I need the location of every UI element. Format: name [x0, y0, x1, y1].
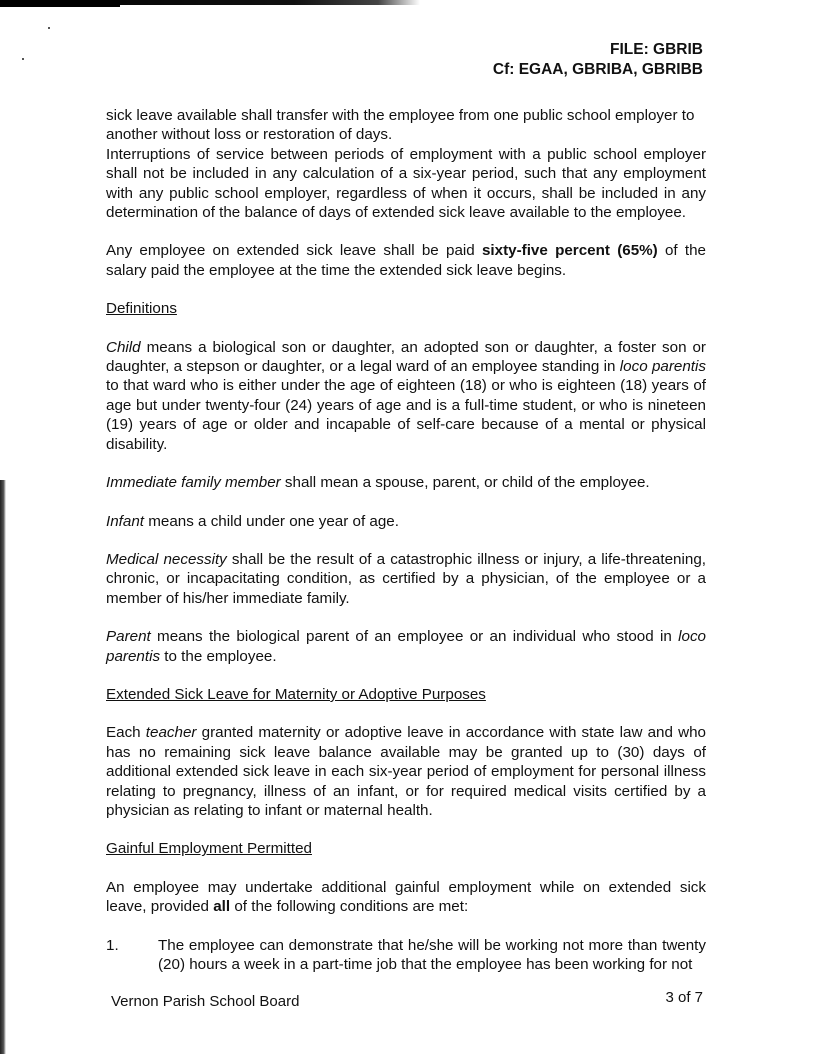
term: Medical necessity [106, 550, 227, 568]
definition-immediate-family: Immediate family member shall mean a spouse, parent, or child of the employee. [106, 474, 650, 492]
list-number: 1. [106, 936, 119, 954]
scan-speck [48, 27, 50, 29]
file-code: FILE: GBRIB [610, 41, 703, 58]
scan-edge-top-dark [0, 0, 120, 7]
section-heading-definitions: Definitions [106, 300, 177, 318]
footer-organization: Vernon Parish School Board [111, 993, 300, 1010]
cross-reference: Cf: EGAA, GBRIBA, GBRIBB [492, 61, 703, 78]
pay-percentage: sixty-five percent (65%) [481, 242, 658, 260]
definition-infant: Infant means a child under one year of age. [106, 512, 399, 530]
term: Child [106, 338, 141, 356]
section-heading-maternity: Extended Sick Leave for Maternity or Adoptive Purposes [106, 685, 486, 703]
document-body [106, 106, 706, 974]
section-heading-gainful-employment: Gainful Employment Permitted [106, 840, 312, 858]
term: Infant [106, 512, 144, 530]
paragraph-gainful-employment: An employee may undertake additional gainful employment while on extended sick leave, provided all of the following conditions are met: [106, 878, 706, 916]
definition-parent: Parent means the biological parent of an employee or an individual who stood in loco parentis to the employee. [106, 628, 706, 665]
scan-edge-left [0, 480, 6, 1054]
term: Parent [106, 628, 151, 646]
paragraph-pay-rate: Any employee on extended sick leave shall be paid sixty-five percent (65%) of the salary paid the employee at the time the extended sick leave begins. [106, 242, 706, 279]
paragraph-maternity: Each teacher granted maternity or adoptive leave in accordance with state law and who has no remaining sick leave balance available may be granted up to (30) days of additional extended sick leave in each six-year period of employment for personal illness relating to pregnancy, illness of an infant, or for required medical visits certified by a physician as relating to infant or maternal health. [106, 724, 706, 819]
list-item [106, 936, 706, 975]
list-text: The employee can demonstrate that he/she will be working not more than twenty (20) hours a week in a part-time job that the employee has been working for not [158, 936, 706, 973]
definition-medical-necessity: Medical necessity shall be the result of a catastrophic illness or injury, a life-threatening, chronic, or incapacitating condition, as certified by a physician, of the employee or a member of his/her immediate family. [106, 550, 706, 607]
term: Immediate family member [106, 474, 281, 492]
definition-child: Child means a biological son or daughter, an adopted son or daughter, a foster son or daughter, a stepson or daughter, or a legal ward of an employee standing in loco parentis to that ward who is either under the age of eighteen (18) or who is eighteen (18) years of age but under twenty-four (24) years of age and is a full-time student, or who is nineteen (19) years of age or older and incapable of self-care because of a mental or physical disability. [106, 338, 706, 453]
document-header [493, 40, 703, 80]
scan-speck [22, 58, 24, 60]
paragraph-transfer: sick leave available shall transfer with the employee from one public school employer to another without loss or restoration of days. [106, 107, 695, 144]
page-number: 3 of 7 [665, 989, 703, 1006]
paragraph-interruptions: Interruptions of service between periods of employment with a public school employer shall not be included in any calculation of a six-year period, such that any employment with any public school employer, regardless of when it occurs, shall be included in any determination of the balance of days of extended sick leave available to the employee. [106, 145, 706, 222]
